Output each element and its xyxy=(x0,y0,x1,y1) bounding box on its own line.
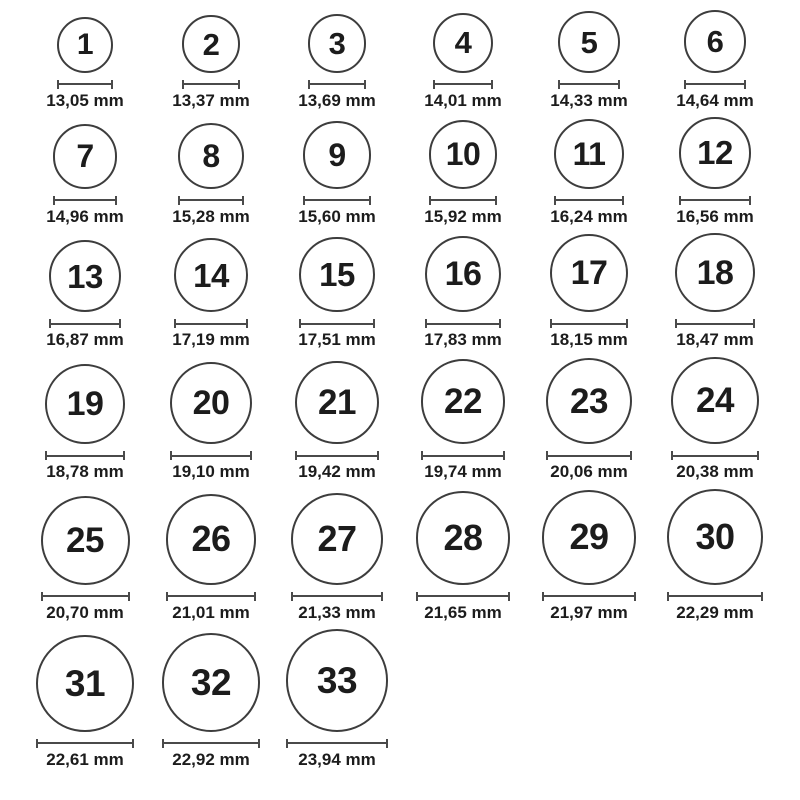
ring-size-number: 17 xyxy=(570,254,608,293)
ring-circle xyxy=(299,237,374,312)
ring-size-number: 13 xyxy=(67,257,103,295)
ring-circle xyxy=(542,490,636,584)
ring-size-item xyxy=(274,361,400,483)
ring-size-number: 29 xyxy=(569,516,609,558)
diameter-label: 18,47 mm xyxy=(676,330,754,350)
measure-tick-right-icon xyxy=(634,592,636,601)
ring-size-number: 28 xyxy=(443,517,483,559)
ring-size-item xyxy=(526,119,652,227)
ring-size-item xyxy=(652,489,778,623)
measure-line xyxy=(41,595,130,597)
ring-size-number: 14 xyxy=(193,256,229,294)
measure-tick-right-icon xyxy=(111,80,113,89)
measure-tick-right-icon xyxy=(749,196,751,205)
diameter-measure xyxy=(174,319,248,328)
diameter-label: 16,24 mm xyxy=(550,206,628,226)
ring-circle xyxy=(679,117,750,188)
diameter-measure xyxy=(554,196,624,205)
diameter-label: 14,64 mm xyxy=(676,90,754,110)
diameter-label: 21,33 mm xyxy=(298,602,376,622)
ring-size-number: 11 xyxy=(572,135,606,172)
measure-tick-right-icon xyxy=(250,451,252,460)
diameter-measure xyxy=(36,739,133,748)
measure-tick-right-icon xyxy=(115,196,117,205)
measure-tick-right-icon xyxy=(132,739,134,748)
ring-size-number: 33 xyxy=(316,659,358,701)
measure-tick-right-icon xyxy=(495,196,497,205)
diameter-measure xyxy=(170,451,252,460)
ring-circle xyxy=(57,17,113,73)
diameter-label: 13,05 mm xyxy=(46,90,124,110)
diameter-label: 18,15 mm xyxy=(550,330,628,350)
chart-row xyxy=(22,117,778,227)
ring-size-number: 30 xyxy=(695,515,735,557)
diameter-measure xyxy=(429,196,497,205)
measure-tick-right-icon xyxy=(386,739,388,748)
diameter-measure xyxy=(49,319,122,328)
diameter-label: 15,92 mm xyxy=(424,206,502,226)
measure-line xyxy=(684,83,747,85)
measure-line xyxy=(295,455,379,457)
diameter-label: 21,01 mm xyxy=(172,602,250,622)
ring-size-number: 26 xyxy=(191,518,231,560)
ring-size-item xyxy=(400,491,526,622)
diameter-label: 16,56 mm xyxy=(676,206,754,226)
measure-line xyxy=(174,323,248,325)
measure-line xyxy=(162,742,261,744)
chart-row xyxy=(22,357,778,483)
measure-line xyxy=(416,595,509,597)
ring-circle xyxy=(166,494,256,584)
ring-circle xyxy=(429,120,497,188)
measure-tick-right-icon xyxy=(503,451,505,460)
measure-tick-right-icon xyxy=(128,592,130,601)
diameter-measure xyxy=(299,319,374,328)
ring-size-item xyxy=(274,121,400,226)
diameter-measure xyxy=(45,451,126,460)
diameter-measure xyxy=(558,80,620,89)
measure-line xyxy=(554,199,624,201)
ring-size-item xyxy=(652,357,778,483)
ring-size-number: 31 xyxy=(64,662,106,704)
diameter-label: 21,97 mm xyxy=(550,602,628,622)
diameter-label: 17,19 mm xyxy=(172,330,250,350)
ring-size-item xyxy=(274,629,400,770)
ring-size-item xyxy=(652,117,778,227)
ring-size-number: 18 xyxy=(696,253,734,292)
diameter-measure xyxy=(308,80,367,89)
ring-size-item xyxy=(22,17,148,112)
measure-tick-right-icon xyxy=(242,196,244,205)
ring-size-item xyxy=(274,493,400,623)
diameter-label: 14,96 mm xyxy=(46,206,124,226)
measure-tick-right-icon xyxy=(123,451,125,460)
diameter-measure xyxy=(178,196,244,205)
diameter-measure xyxy=(421,451,506,460)
ring-size-number: 21 xyxy=(318,383,356,423)
ring-circle xyxy=(667,489,763,585)
ring-size-item xyxy=(148,633,274,770)
measure-tick-right-icon xyxy=(618,80,620,89)
ring-circle xyxy=(433,13,493,73)
ring-circle xyxy=(295,361,379,445)
ring-size-item xyxy=(526,11,652,111)
measure-tick-right-icon xyxy=(238,80,240,89)
measure-tick-right-icon xyxy=(499,319,501,328)
diameter-label: 14,01 mm xyxy=(424,90,502,110)
measure-line xyxy=(303,199,370,201)
measure-tick-right-icon xyxy=(744,80,746,89)
diameter-label: 20,06 mm xyxy=(550,462,628,482)
ring-size-number: 5 xyxy=(580,24,598,60)
diameter-label: 19,74 mm xyxy=(424,462,502,482)
measure-tick-right-icon xyxy=(622,196,624,205)
measure-line xyxy=(291,595,383,597)
ring-size-item xyxy=(274,14,400,111)
measure-tick-right-icon xyxy=(364,80,366,89)
diameter-measure xyxy=(162,739,261,748)
ring-circle xyxy=(178,123,244,189)
ring-size-item xyxy=(148,494,274,623)
diameter-label: 21,65 mm xyxy=(424,602,502,622)
ring-size-number: 23 xyxy=(570,381,608,421)
diameter-measure xyxy=(416,592,509,601)
measure-tick-right-icon xyxy=(377,451,379,460)
ring-circle xyxy=(49,240,122,313)
measure-line xyxy=(429,199,497,201)
diameter-measure xyxy=(671,451,759,460)
measure-line xyxy=(679,199,750,201)
measure-tick-right-icon xyxy=(491,80,493,89)
diameter-label: 15,28 mm xyxy=(172,206,250,226)
measure-tick-right-icon xyxy=(381,592,383,601)
ring-size-item xyxy=(148,238,274,350)
chart-row xyxy=(22,629,778,770)
ring-circle xyxy=(291,493,383,585)
ring-size-number: 12 xyxy=(697,134,733,172)
measure-line xyxy=(433,83,493,85)
ring-size-item xyxy=(22,364,148,483)
measure-line xyxy=(542,595,636,597)
measure-line xyxy=(178,199,244,201)
ring-circle xyxy=(174,238,248,312)
ring-size-item xyxy=(400,359,526,482)
measure-tick-right-icon xyxy=(254,592,256,601)
measure-line xyxy=(286,742,389,744)
ring-size-item xyxy=(526,490,652,623)
measure-line xyxy=(299,323,374,325)
ring-circle xyxy=(36,635,133,732)
diameter-measure xyxy=(295,451,379,460)
diameter-label: 13,37 mm xyxy=(172,90,250,110)
ring-circle xyxy=(53,124,117,188)
ring-size-item xyxy=(274,237,400,351)
diameter-label: 20,70 mm xyxy=(46,602,124,622)
ring-size-item xyxy=(22,635,148,771)
ring-size-number: 16 xyxy=(444,255,482,293)
ring-size-number: 27 xyxy=(317,517,357,559)
measure-tick-right-icon xyxy=(630,451,632,460)
diameter-measure xyxy=(675,319,754,328)
diameter-measure xyxy=(291,592,383,601)
diameter-measure xyxy=(433,80,493,89)
diameter-measure xyxy=(286,739,389,748)
ring-size-number: 1 xyxy=(76,27,94,61)
measure-line xyxy=(675,323,754,325)
ring-size-number: 19 xyxy=(66,384,104,423)
measure-tick-right-icon xyxy=(508,592,510,601)
ring-circle xyxy=(45,364,126,445)
measure-line xyxy=(308,83,367,85)
ring-size-item xyxy=(148,123,274,227)
measure-tick-right-icon xyxy=(258,739,260,748)
diameter-measure xyxy=(425,319,502,328)
measure-line xyxy=(45,455,126,457)
diameter-label: 19,10 mm xyxy=(172,462,250,482)
measure-line xyxy=(57,83,113,85)
diameter-measure xyxy=(303,196,370,205)
ring-size-item xyxy=(22,240,148,351)
ring-circle xyxy=(671,357,759,445)
ring-circle xyxy=(416,491,509,584)
diameter-label: 14,33 mm xyxy=(550,90,628,110)
ring-circle xyxy=(684,10,747,73)
ring-circle xyxy=(182,15,239,72)
ring-size-item xyxy=(526,234,652,350)
chart-row xyxy=(22,233,778,351)
measure-tick-right-icon xyxy=(626,319,628,328)
diameter-label: 13,69 mm xyxy=(298,90,376,110)
diameter-measure xyxy=(53,196,117,205)
measure-line xyxy=(36,742,133,744)
diameter-measure xyxy=(57,80,113,89)
ring-circle xyxy=(425,236,502,313)
measure-line xyxy=(671,455,759,457)
ring-size-number: 2 xyxy=(202,26,220,62)
diameter-measure xyxy=(182,80,239,89)
measure-tick-right-icon xyxy=(369,196,371,205)
diameter-label: 18,78 mm xyxy=(46,462,124,482)
ring-size-item xyxy=(22,124,148,227)
ring-circle xyxy=(41,496,130,585)
diameter-label: 22,29 mm xyxy=(676,602,754,622)
measure-line xyxy=(667,595,763,597)
ring-size-item xyxy=(652,233,778,351)
ring-size-number: 32 xyxy=(190,662,232,704)
diameter-measure xyxy=(41,592,130,601)
measure-line xyxy=(170,455,252,457)
diameter-measure xyxy=(667,592,763,601)
measure-tick-right-icon xyxy=(246,319,248,328)
measure-tick-right-icon xyxy=(119,319,121,328)
ring-circle xyxy=(675,233,754,312)
measure-line xyxy=(53,199,117,201)
measure-line xyxy=(49,323,122,325)
ring-circle xyxy=(550,234,628,312)
diameter-label: 16,87 mm xyxy=(46,330,124,350)
ring-circle xyxy=(303,121,370,188)
ring-circle xyxy=(554,119,624,189)
ring-size-item xyxy=(148,15,274,111)
ring-size-item xyxy=(148,362,274,483)
diameter-label: 20,38 mm xyxy=(676,462,754,482)
ring-size-number: 22 xyxy=(444,382,482,422)
measure-tick-right-icon xyxy=(753,319,755,328)
ring-circle xyxy=(170,362,252,444)
ring-size-item xyxy=(652,10,778,111)
measure-tick-right-icon xyxy=(761,592,763,601)
diameter-measure xyxy=(546,451,632,460)
measure-line xyxy=(425,323,502,325)
ring-size-item xyxy=(400,120,526,227)
ring-circle xyxy=(546,358,632,444)
ring-circle xyxy=(558,11,620,73)
ring-circle xyxy=(308,14,367,73)
diameter-label: 22,92 mm xyxy=(172,749,250,769)
ring-size-number: 3 xyxy=(328,26,346,61)
ring-size-number: 7 xyxy=(76,138,94,175)
measure-line xyxy=(558,83,620,85)
ring-circle xyxy=(421,359,506,444)
ring-size-number: 6 xyxy=(706,23,724,59)
ring-size-number: 15 xyxy=(319,256,355,294)
diameter-label: 22,61 mm xyxy=(46,749,124,769)
ring-size-number: 20 xyxy=(192,384,230,423)
ring-size-item xyxy=(400,236,526,351)
ring-size-item xyxy=(526,358,652,483)
diameter-label: 17,83 mm xyxy=(424,330,502,350)
measure-line xyxy=(546,455,632,457)
diameter-measure xyxy=(550,319,628,328)
measure-tick-right-icon xyxy=(757,451,759,460)
ring-size-number: 8 xyxy=(202,137,220,174)
ring-size-number: 10 xyxy=(445,136,481,173)
ring-size-item xyxy=(22,496,148,623)
measure-line xyxy=(421,455,506,457)
chart-row xyxy=(22,10,778,111)
diameter-measure xyxy=(166,592,256,601)
diameter-label: 23,94 mm xyxy=(298,749,376,769)
ring-circle xyxy=(162,633,261,732)
measure-line xyxy=(166,595,256,597)
diameter-measure xyxy=(542,592,636,601)
measure-line xyxy=(550,323,628,325)
diameter-label: 15,60 mm xyxy=(298,206,376,226)
ring-size-number: 25 xyxy=(66,520,104,560)
ring-size-number: 4 xyxy=(454,25,472,61)
diameter-measure xyxy=(684,80,747,89)
ring-size-number: 9 xyxy=(328,136,346,173)
measure-line xyxy=(182,83,239,85)
chart-row xyxy=(22,489,778,623)
measure-tick-right-icon xyxy=(373,319,375,328)
ring-size-item xyxy=(400,13,526,112)
diameter-measure xyxy=(679,196,750,205)
ring-circle xyxy=(286,629,389,732)
diameter-label: 19,42 mm xyxy=(298,462,376,482)
ring-size-number: 24 xyxy=(696,381,734,421)
diameter-label: 17,51 mm xyxy=(298,330,376,350)
